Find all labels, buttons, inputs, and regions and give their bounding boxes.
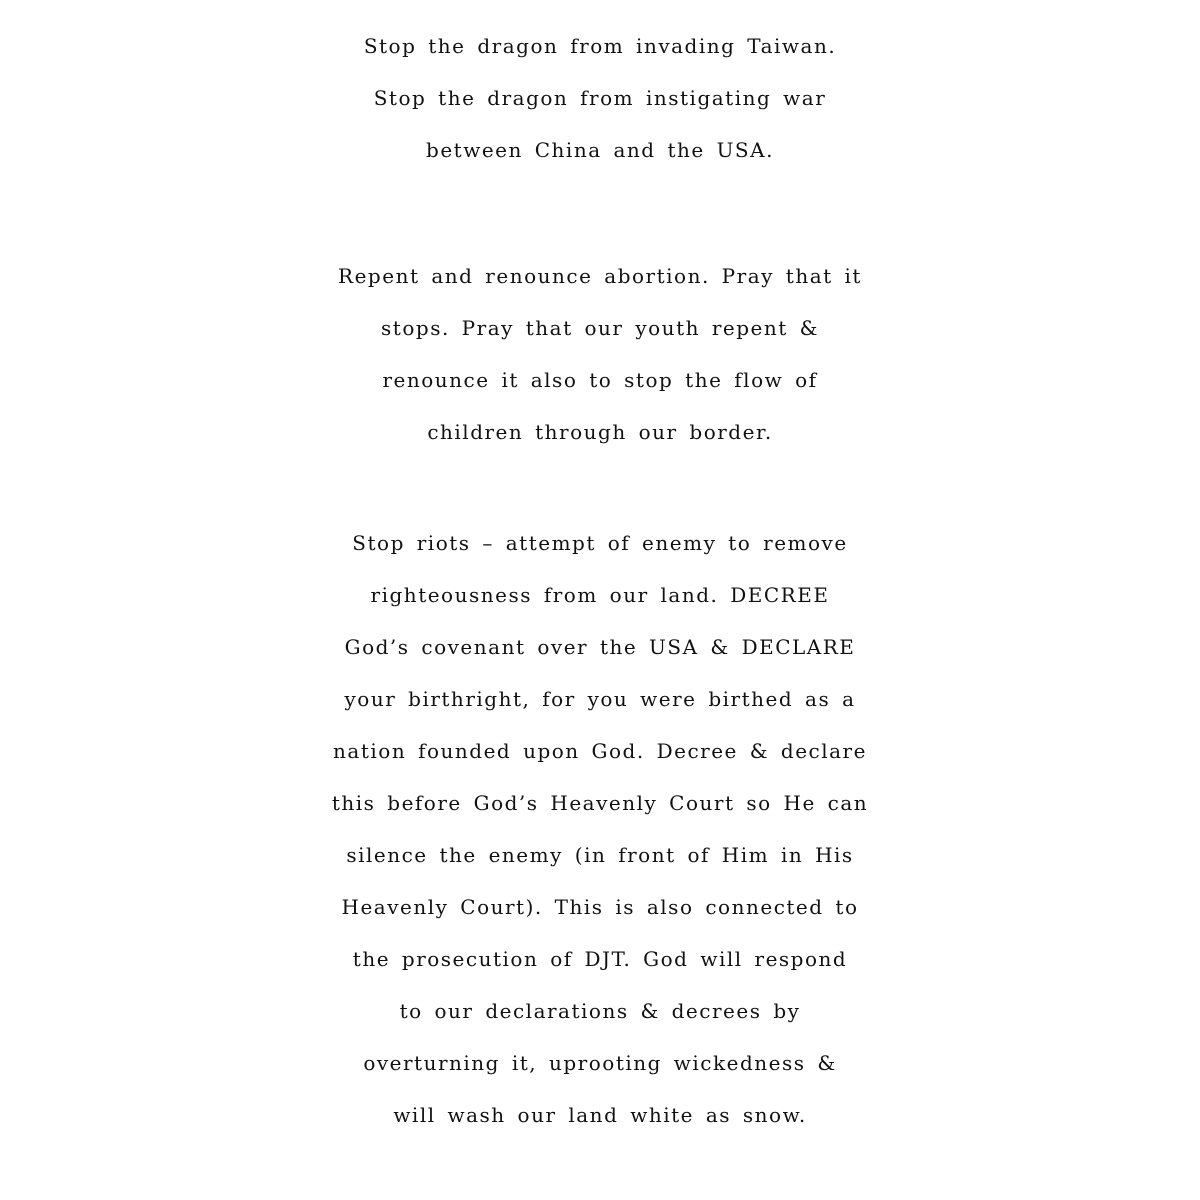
paragraph-3-line-3: God’s covenant over the USA & DECLARE [344,635,856,659]
paragraph-1-line-3: between China and the USA. [426,138,774,162]
paragraph-3-line-6: this before God’s Heavenly Court so He can [331,791,869,815]
paragraph-3-line-10: to our declarations & decrees by [399,999,801,1023]
paragraph-2-line-4: children through our border. [427,420,773,444]
paragraph-2-line-2: stops. Pray that our youth repent & [381,316,819,340]
paragraph-1-line-1: Stop the dragon from invading Taiwan. [363,34,837,58]
paragraph-3-line-5: nation founded upon God. Decree & declare [333,739,867,763]
paragraph-3-line-1: Stop riots – attempt of enemy to remove [352,531,848,555]
paragraph-3-line-2: righteousness from our land. DECREE [370,583,830,607]
paragraph-3-line-7: silence the enemy (in front of Him in His [346,843,854,867]
paragraph-2-line-1: Repent and renounce abortion. Pray that it [338,264,862,288]
paragraph-3-line-8: Heavenly Court). This is also connected to [341,895,859,919]
paragraph-3-line-4: your birthright, for you were birthed as a [344,687,856,711]
paragraph-3-line-11: overturning it, uprooting wickedness & [363,1051,837,1075]
paragraph-3-line-12: will wash our land white as snow. [393,1103,807,1127]
paragraph-3-line-9: the prosecution of DJT. God will respond [352,947,848,971]
paragraph-2-line-3: renounce it also to stop the flow of [382,368,818,392]
paragraph-1-line-2: Stop the dragon from instigating war [373,86,827,110]
